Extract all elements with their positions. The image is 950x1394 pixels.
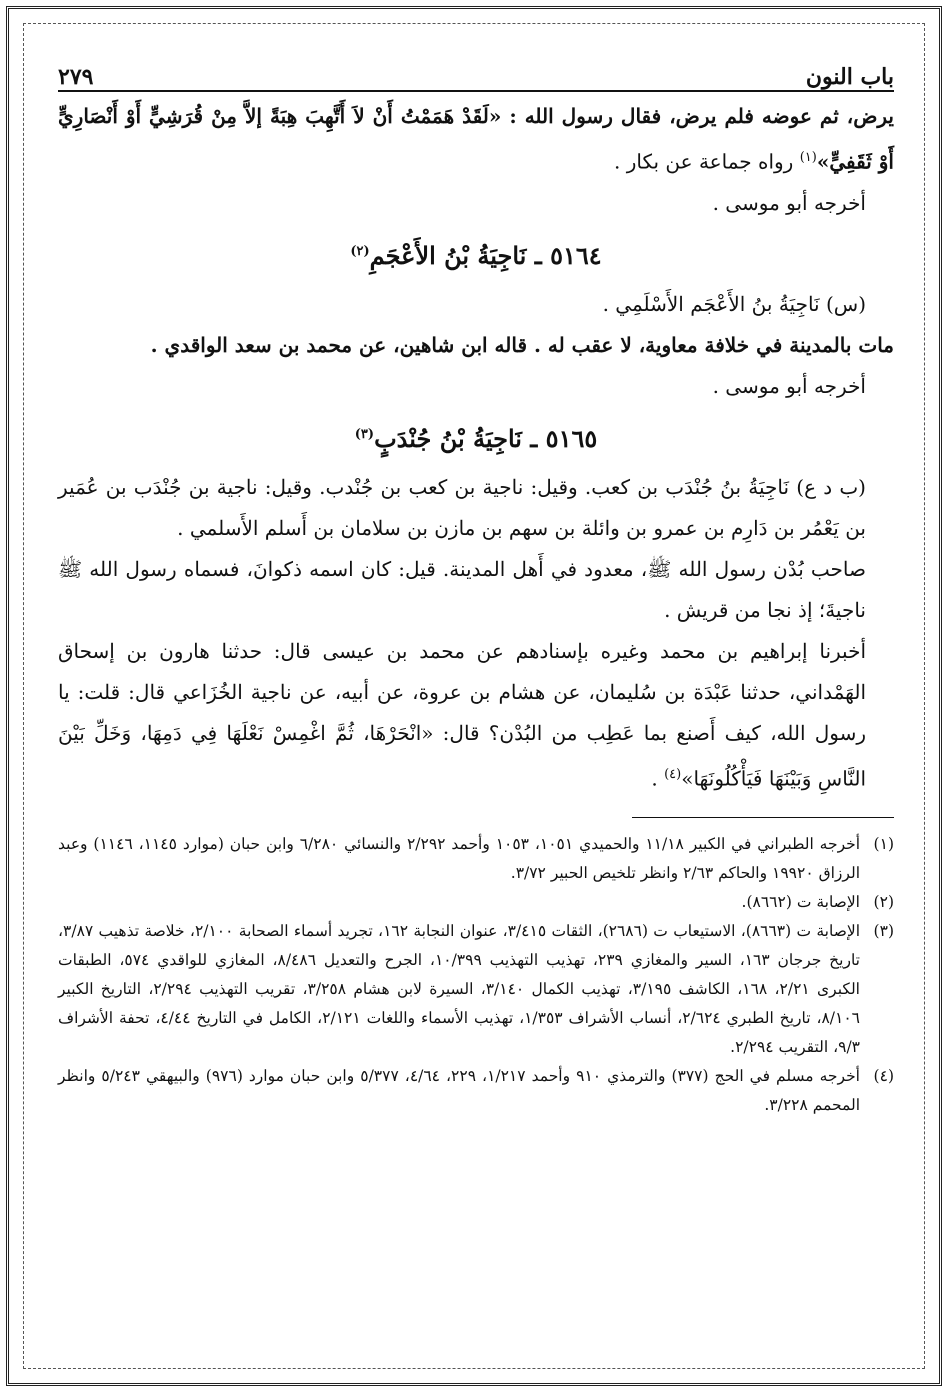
footnote-number: (٣) (873, 922, 894, 941)
paragraph-text: أخبرنا إبراهيم بن محمد وغيره بإسنادهم عن محمد بن عيسى قال: حدثنا هارون بن إسحاق الهَمْداني، حدثنا عَبْدَة بن سُليمان، عن هشام بن عروة، عن أبيه، عن ناجية الخُزَاعي قال: قلت: يا رسول الله، كيف أَصنع بما عَطِب من البُدْن؟ قال: «انْحَرْهَا، ثُمَّ اغْمِسْ نَعْلَهَا فِي دَمِهَا، وَخَلِّ بَيْنَ النَّاسِ وَبَيْنَهَا فَيَأْكُلُونَهَا» (58, 638, 866, 791)
footnote-number: (٢) (873, 893, 894, 912)
footnote-ref: (١) (799, 150, 817, 165)
footnote-text: الإصابة ت (٨٦٦٢). (741, 893, 860, 912)
paragraph: أخرجه أبو موسى . (712, 190, 866, 215)
paragraph: (س) نَاجِيَةُ بنُ الأَعْجَم الأَسْلَمِي . (602, 291, 866, 316)
footnotes (58, 830, 894, 1120)
book-page (58, 58, 894, 1338)
paragraph (58, 96, 894, 183)
footnote (58, 1062, 894, 1120)
footnote (58, 830, 894, 888)
entry-heading (58, 413, 894, 461)
entry-heading (58, 230, 894, 278)
paragraph-tail: رواه جماعة عن بكار . (614, 149, 800, 174)
footnote-number: (٤) (873, 1067, 894, 1086)
footnote-separator (632, 817, 894, 818)
footnote (58, 917, 894, 1062)
paragraph: مات بالمدينة في خلافة معاوية، لا عقب له . قاله ابن شاهين، عن محمد بن سعد الواقدي . (150, 332, 894, 357)
footnote (58, 888, 894, 917)
entry-title: ٥١٦٥ ـ نَاجِيَةُ بْنُ جُنْدَبٍ (374, 423, 598, 453)
running-header (58, 58, 894, 92)
paragraph: (ب د ع) نَاجِيَةُ بنُ جُنْدَب بن كعب. وقيل: ناجية بن كعب بن جُنْدب. وقيل: ناجية بن جُنْدَب بن عُمَير بن يَعْمُر بن دَارِم بن عمرو بن وائلة بن سهم بن مازن بن سلامان بن أَسلم الأَسلمي . (58, 474, 866, 540)
footnote-ref: (٢) (350, 243, 370, 259)
paragraph (58, 631, 894, 800)
page-number: ٢٧٩ (58, 64, 94, 90)
paragraph: صاحب بُدْن رسول الله ﷺ، معدود في أَهل المدينة. قيل: كان اسمه ذكوانَ، فسماه رسول الله ﷺ ناجيةَ؛ إذ نجا من قريش . (58, 556, 866, 622)
footnote-text: أخرجه مسلم في الحج (٣٧٧) والترمذي ٩١٠ وأحمد ١/٢١٧، ٢٢٩، ٤/٦٤، ٥/٣٧٧ وابن حبان موارد (٩٧٦) والبيهقي ٥/٢٤٣ وانظر المحمم ٣/٢٢٨. (58, 1067, 860, 1115)
paragraph: أخرجه أبو موسى . (712, 373, 866, 398)
chapter-title: باب النون (805, 64, 894, 90)
footnote-text: أخرجه الطبراني في الكبير ١١/١٨ والحميدي ١٠٥١، ١٠٥٣ وأحمد ٢/٢٩٢ والنسائي ٦/٢٨٠ وابن حبان (موارد ١١٤٥، ١١٤٦) وعبد الرزاق ١٩٩٢٠ والحاكم ٢/٦٣ وانظر تلخيص الحبير ٣/٧٢. (58, 835, 861, 883)
footnote-ref: (٣) (354, 426, 375, 442)
footnote-number: (١) (873, 835, 894, 854)
footnote-text: الإصابة ت (٨٦٦٣)، الاستيعاب ت (٢٦٨٦)، الثقات ٣/٤١٥، عنوان النجابة ١٦٢، تجريد أسماء الصحابة ٢/١٠٠، خلاصة تذهيب ٣/٨٧، تاريخ جرجان ١٦٣، السير والمغازي ٢٣٩، تهذيب التهذيب ١٠/٣٩٩، الجرح والتعديل ٨/٤٨٦، المغازي للواقدي ٥٧٤، الطبقات الكبرى ٢/٢١، ١٦٨، الكاشف ٣/١٩٥، تهذيب الكمال ٣/١٤٠، السيرة لابن هشام ٣/٢٥٨، تقريب التهذيب ٢/٢٩٤، التاريخ الكبير ٨/١٠٦، تاريخ الطبري ٢/٦٢٤، أنساب الأشراف ١/٣٥٣، تهذيب الأسماء واللغات ٢/١٢١، الكامل في التاريخ ٤/٤٤، تحفة الأشراف ٩/٣، التقريب ٢/٢٩٤. (58, 922, 861, 1057)
footnote-ref: (٤) (664, 766, 682, 782)
entry-title: ٥١٦٤ ـ نَاجِيَةُ بْنُ الأَعْجَمِ (369, 240, 602, 270)
paragraph-tail: . (651, 766, 665, 791)
hadith-quote: يرض، ثم عوضه فلم يرض، فقال رسول الله : «لَقَدْ هَمَمْتُ أَنْ لاَ أَتَّهِبَ هِبَةً إلاَّ مِنْ قُرَشِيٍّ أَوْ أَنْصَارِيٍّ أَوْ ثَقَفِيٍّ» (58, 104, 894, 174)
main-text (58, 96, 894, 799)
